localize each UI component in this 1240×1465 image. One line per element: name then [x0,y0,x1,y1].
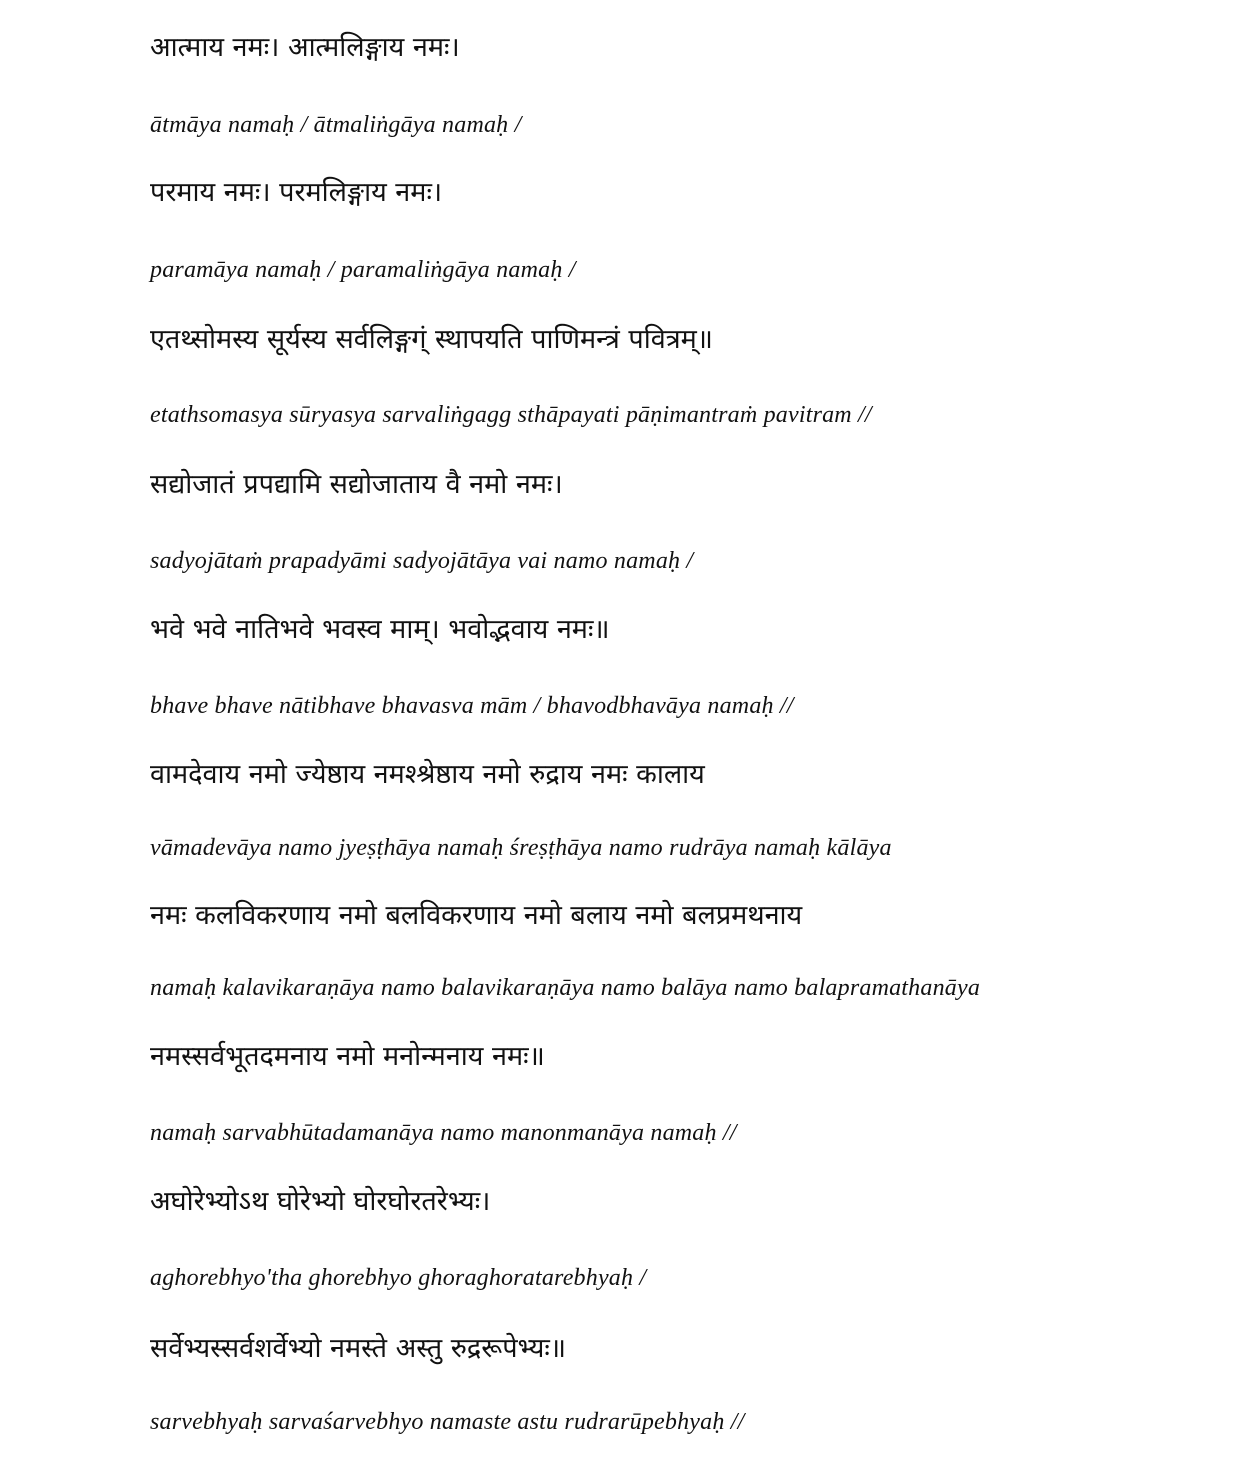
verse-4-devanagari: सद्योजातं प्रपद्यामि सद्योजाताय वै नमो नमः। [150,469,563,500]
verse-5-transliteration: bhave bhave nātibhave bhavasva mām / bhavodbhavāya namaḥ // [150,693,794,719]
verse-4-transliteration: sadyojātaṁ prapadyāmi sadyojātāya vai namo namaḥ / [150,548,694,574]
verse-5-devanagari: भवे भवे नातिभवे भवस्व माम्। भवोद्भवाय नमः॥ [150,614,610,645]
verse-3-devanagari: एतथ्सोमस्य सूर्यस्य सर्वलिङ्गग्ं स्थापयति पाणिमन्त्रं पवित्रम्॥ [150,324,713,355]
verse-8-transliteration: namaḥ sarvabhūtadamanāya namo manonmanāya namaḥ // [150,1120,737,1146]
verse-9-transliteration: aghorebhyo'tha ghorebhyo ghoraghoratarebhyaḥ / [150,1265,647,1291]
verse-2-devanagari: परमाय नमः। परमलिङ्गाय नमः। [150,177,443,208]
verse-7-devanagari: नमः कलविकरणाय नमो बलविकरणाय नमो बलाय नमो बलप्रमथनाय [150,900,803,931]
verse-1-transliteration: ātmāya namaḥ / ātmaliṅgāya namaḥ / [150,112,522,138]
verse-1-devanagari: आत्माय नमः। आत्मलिङ्गाय नमः। [150,32,460,63]
verse-6-devanagari: वामदेवाय नमो ज्येष्ठाय नमश्श्रेष्ठाय नमो रुद्राय नमः कालाय [150,759,705,790]
verse-8-devanagari: नमस्सर्वभूतदमनाय नमो मनोन्मनाय नमः॥ [150,1041,545,1072]
verse-3-transliteration: etathsomasya sūryasya sarvaliṅgagg sthāpayati pāṇimantraṁ pavitram // [150,402,872,428]
verse-6-transliteration: vāmadevāya namo jyeṣṭhāya namaḥ śreṣṭhāya namo rudrāya namaḥ kālāya [150,835,892,861]
verse-2-transliteration: paramāya namaḥ / paramaliṅgāya namaḥ / [150,257,576,283]
verse-10-transliteration: sarvebhyaḥ sarvaśarvebhyo namaste astu rudrarūpebhyaḥ // [150,1409,745,1435]
verse-9-devanagari: अघोरेभ्योऽथ घोरेभ्यो घोरघोरतरेभ्यः। [150,1186,491,1217]
verse-10-devanagari: सर्वेभ्यस्सर्वशर्वेभ्यो नमस्ते अस्तु रुद्ररूपेभ्यः॥ [150,1333,567,1364]
verse-7-transliteration: namaḥ kalavikaraṇāya namo balavikaraṇāya namo balāya namo balapramathanāya [150,975,981,1001]
